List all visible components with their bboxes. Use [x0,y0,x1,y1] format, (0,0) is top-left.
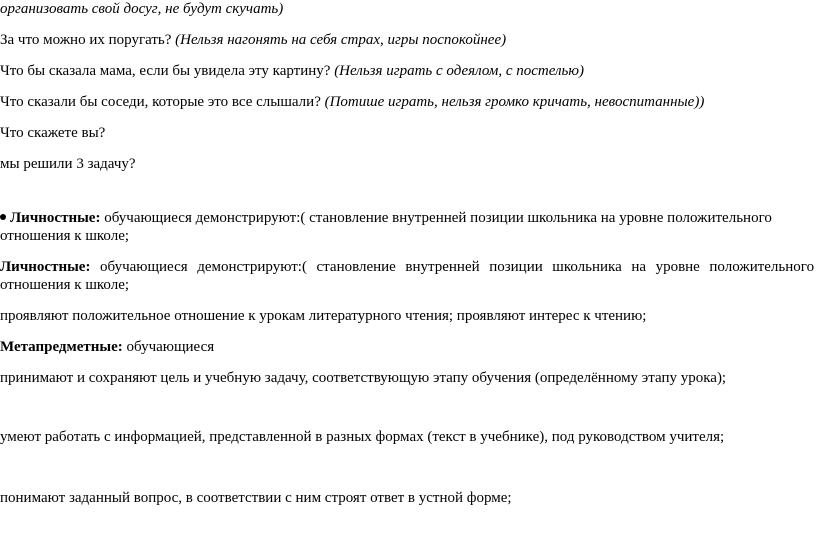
answer-text: (Нельзя нагонять на себя страх, игры поспокойнее) [175,32,507,48]
word: демонстрируют:( [197,259,307,275]
question-scold [0,31,506,49]
section-label-meta: Метапредметные: [0,339,123,355]
section-label-personal: Личностные: [0,259,91,275]
question-you: Что скажете вы? [0,125,106,141]
word: уровне [655,259,700,275]
section-text: обучающиеся [122,339,215,355]
section-label-personal: Личностные: [10,210,101,226]
meta-heading-line [0,338,214,356]
bullet-personal-line [0,209,772,227]
word: становление [316,259,396,275]
text-line-continuation: отношения к школе; [0,228,130,244]
question-mother [0,62,584,80]
text-line-question: понимают заданный вопрос, в соответствии с ним строят ответ в устной форме; [0,490,512,506]
word: положительного [709,259,815,275]
word: школьника [552,259,622,275]
text-line-1: организовать свой досуг, не будут скучать) [0,1,284,17]
text-line-attitude: проявляют положительное отношение к урокам литературного чтения; проявляют интерес к чтению; [0,308,647,324]
word: обучающиеся [100,259,188,275]
word: на [631,259,647,275]
text-line-goal: принимают и сохраняют цель и учебную задачу, соответствующую этапу обучения (определённому этапу урока); [0,370,727,386]
text-line-continuation: отношения к школе; [0,277,130,293]
question-text: Что бы сказала мама, если бы увидела эту картину? [0,63,335,79]
text-line-information: умеют работать с информацией, представленной в разных формах (текст в учебнике), под руководством учителя; [0,429,725,445]
answer-text: (Нельзя играть с одеялом, с постелью) [334,63,584,79]
section-text: обучающиеся демонстрируют:( становление внутренней позиции школьника на уровне положительного [100,210,772,226]
question-text: Что сказали бы соседи, которые это все слышали? [0,94,325,110]
answer-text: (Потише играть, нельзя громко кричать, невоспитанные)) [324,94,705,110]
bullet-icon [0,214,6,220]
personal-justified-line [0,258,814,276]
word: внутренней [405,259,480,275]
question-task: мы решили 3 задачу? [0,156,136,172]
question-neighbors [0,93,704,111]
question-text: За что можно их поругать? [0,32,176,48]
word: позиции [489,259,543,275]
